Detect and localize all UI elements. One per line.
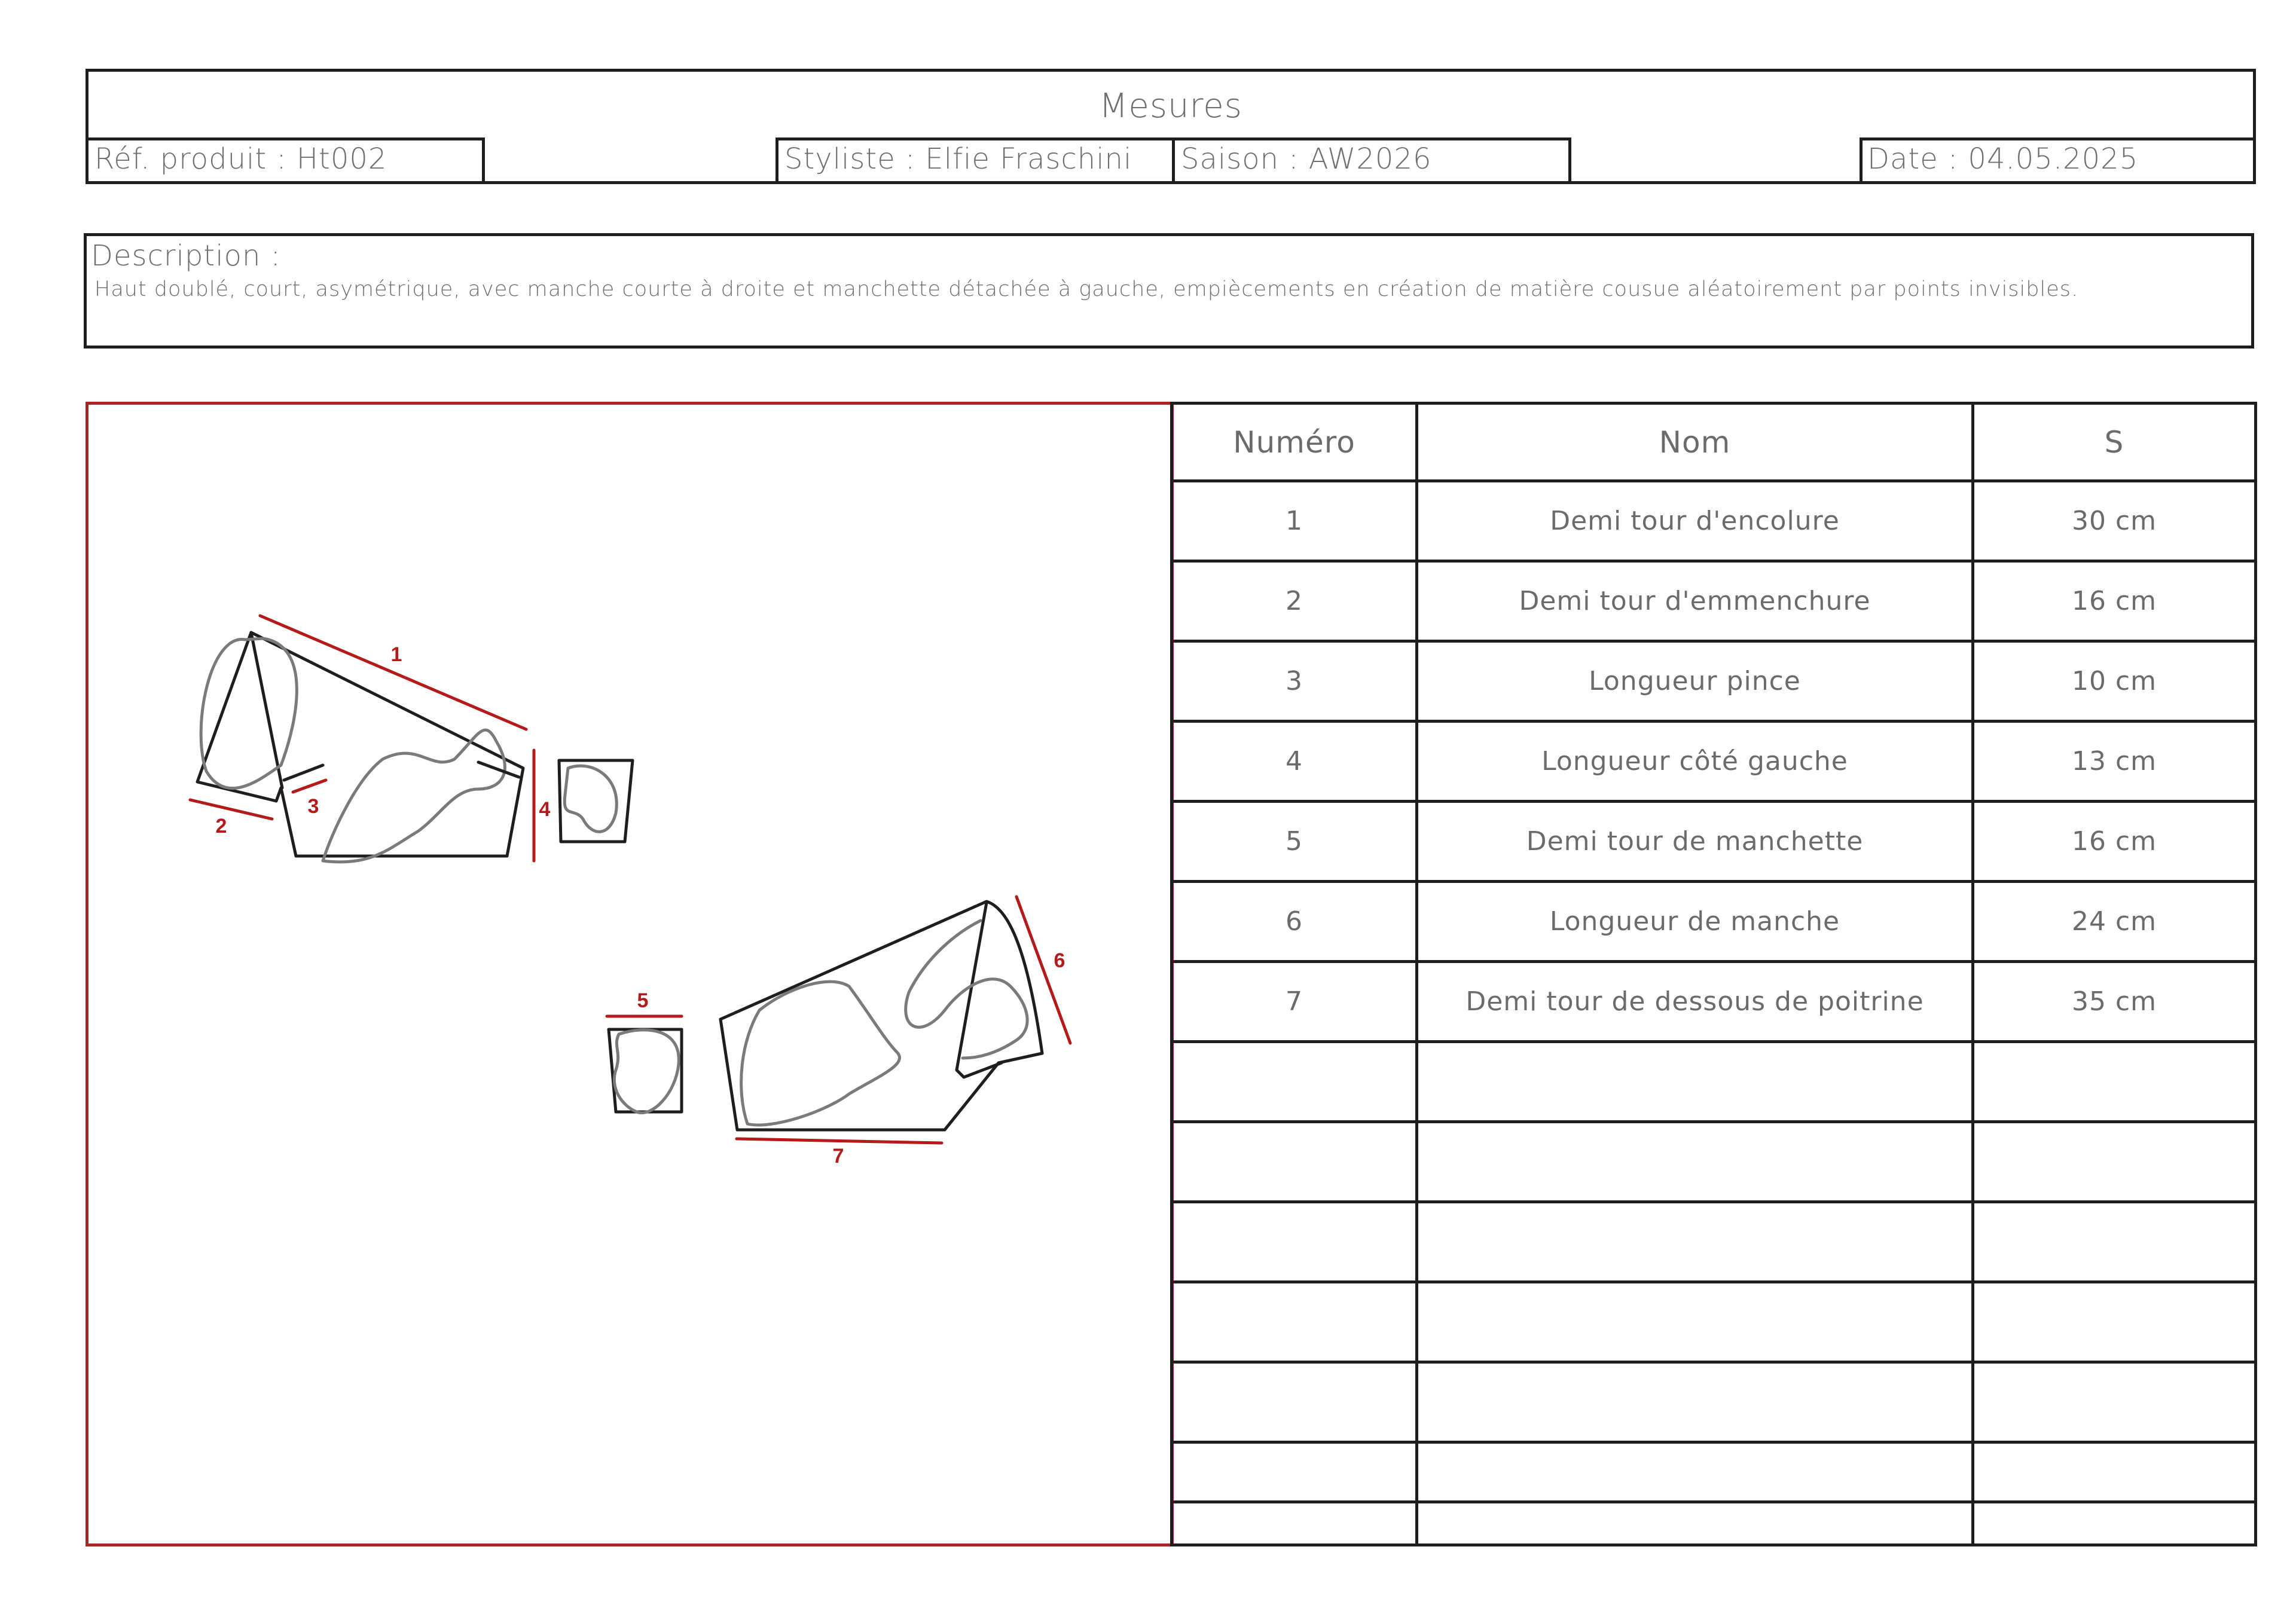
row-nom <box>1415 1500 1974 1546</box>
body-seam <box>323 730 505 862</box>
row-nom: Longueur pince <box>1415 640 1974 723</box>
row-numero: 3 <box>1170 640 1418 723</box>
row-nom: Longueur côté gauche <box>1415 720 1974 803</box>
ref-label: Réf. produit : Ht002 <box>94 142 387 176</box>
row-nom <box>1415 1120 1974 1203</box>
row-numero <box>1170 1280 1418 1364</box>
cuff-bottom-seam <box>614 1030 679 1113</box>
row-nom: Demi tour de dessous de poitrine <box>1415 960 1974 1043</box>
row-numero: 5 <box>1170 800 1418 883</box>
date-label: Date : 04.05.2025 <box>1867 142 2139 176</box>
row-size <box>1971 1040 2257 1123</box>
row-nom <box>1415 1200 1974 1283</box>
season-label: Saison : AW2026 <box>1181 142 1432 176</box>
cuff-top-seam <box>564 766 616 832</box>
row-size: 35 cm <box>1971 960 2257 1043</box>
measure-label-7: 7 <box>832 1145 844 1167</box>
row-size: 24 cm <box>1971 880 2257 963</box>
shoulder-seam <box>251 632 282 788</box>
row-nom <box>1415 1040 1974 1123</box>
header-nom: Nom <box>1415 402 1974 482</box>
cuff-top-outline <box>559 760 633 842</box>
row-nom <box>1415 1361 1974 1444</box>
row-numero <box>1170 1361 1418 1444</box>
row-numero: 6 <box>1170 880 1418 963</box>
row-size: 13 cm <box>1971 720 2257 803</box>
measurement-table <box>1170 402 2257 1546</box>
measure-line-1 <box>260 616 526 729</box>
row-size <box>1971 1441 2257 1503</box>
page-title: Mesures <box>1099 87 1242 126</box>
measure-label-2: 2 <box>215 815 227 838</box>
measure-line-2 <box>190 800 272 819</box>
row-size: 16 cm <box>1971 800 2257 883</box>
measure-label-5: 5 <box>637 989 649 1012</box>
row-numero <box>1170 1040 1418 1123</box>
row-numero <box>1170 1500 1418 1546</box>
row-numero: 1 <box>1170 479 1418 563</box>
row-numero <box>1170 1200 1418 1283</box>
row-nom: Demi tour de manchette <box>1415 800 1974 883</box>
measure-label-4: 4 <box>539 798 551 821</box>
measure-label-1: 1 <box>390 643 402 666</box>
stylist-label: Styliste : Elfie Fraschini <box>784 142 1132 176</box>
measure-label-6: 6 <box>1054 949 1065 972</box>
bodice-outline <box>197 632 523 856</box>
row-nom <box>1415 1441 1974 1503</box>
row-size <box>1971 1280 2257 1364</box>
header-numero: Numéro <box>1170 402 1418 482</box>
row-numero <box>1170 1441 1418 1503</box>
description-text: Haut doublé, court, asymétrique, avec manche courte à droite et manchette détachée à gauche, empiècements en création de matière cousue aléatoirement par points invisibles. <box>94 277 2079 301</box>
row-size <box>1971 1500 2257 1546</box>
lower-seam-b <box>906 921 1027 1058</box>
header-size: S <box>1971 402 2257 482</box>
row-nom: Demi tour d'encolure <box>1415 479 1974 563</box>
row-size <box>1971 1200 2257 1283</box>
row-numero: 7 <box>1170 960 1418 1043</box>
sleeve-inner-seam-2 <box>957 1063 1002 1077</box>
measure-label-3: 3 <box>307 795 319 818</box>
row-size: 30 cm <box>1971 479 2257 563</box>
row-size: 10 cm <box>1971 640 2257 723</box>
row-size <box>1971 1361 2257 1444</box>
row-size: 16 cm <box>1971 560 2257 643</box>
measure-line-7 <box>737 1139 942 1143</box>
sleeve-outline <box>720 901 1042 1130</box>
row-nom: Longueur de manche <box>1415 880 1974 963</box>
measure-line-3 <box>293 780 326 792</box>
row-numero <box>1170 1120 1418 1203</box>
dart-mark <box>284 765 323 780</box>
row-numero: 2 <box>1170 560 1418 643</box>
sleeve-seam <box>201 638 297 788</box>
description-heading: Description : <box>91 239 281 273</box>
row-size <box>1971 1120 2257 1203</box>
row-numero: 4 <box>1170 720 1418 803</box>
row-nom <box>1415 1280 1974 1364</box>
row-nom: Demi tour d'emmenchure <box>1415 560 1974 643</box>
lower-seam-a <box>741 982 900 1125</box>
